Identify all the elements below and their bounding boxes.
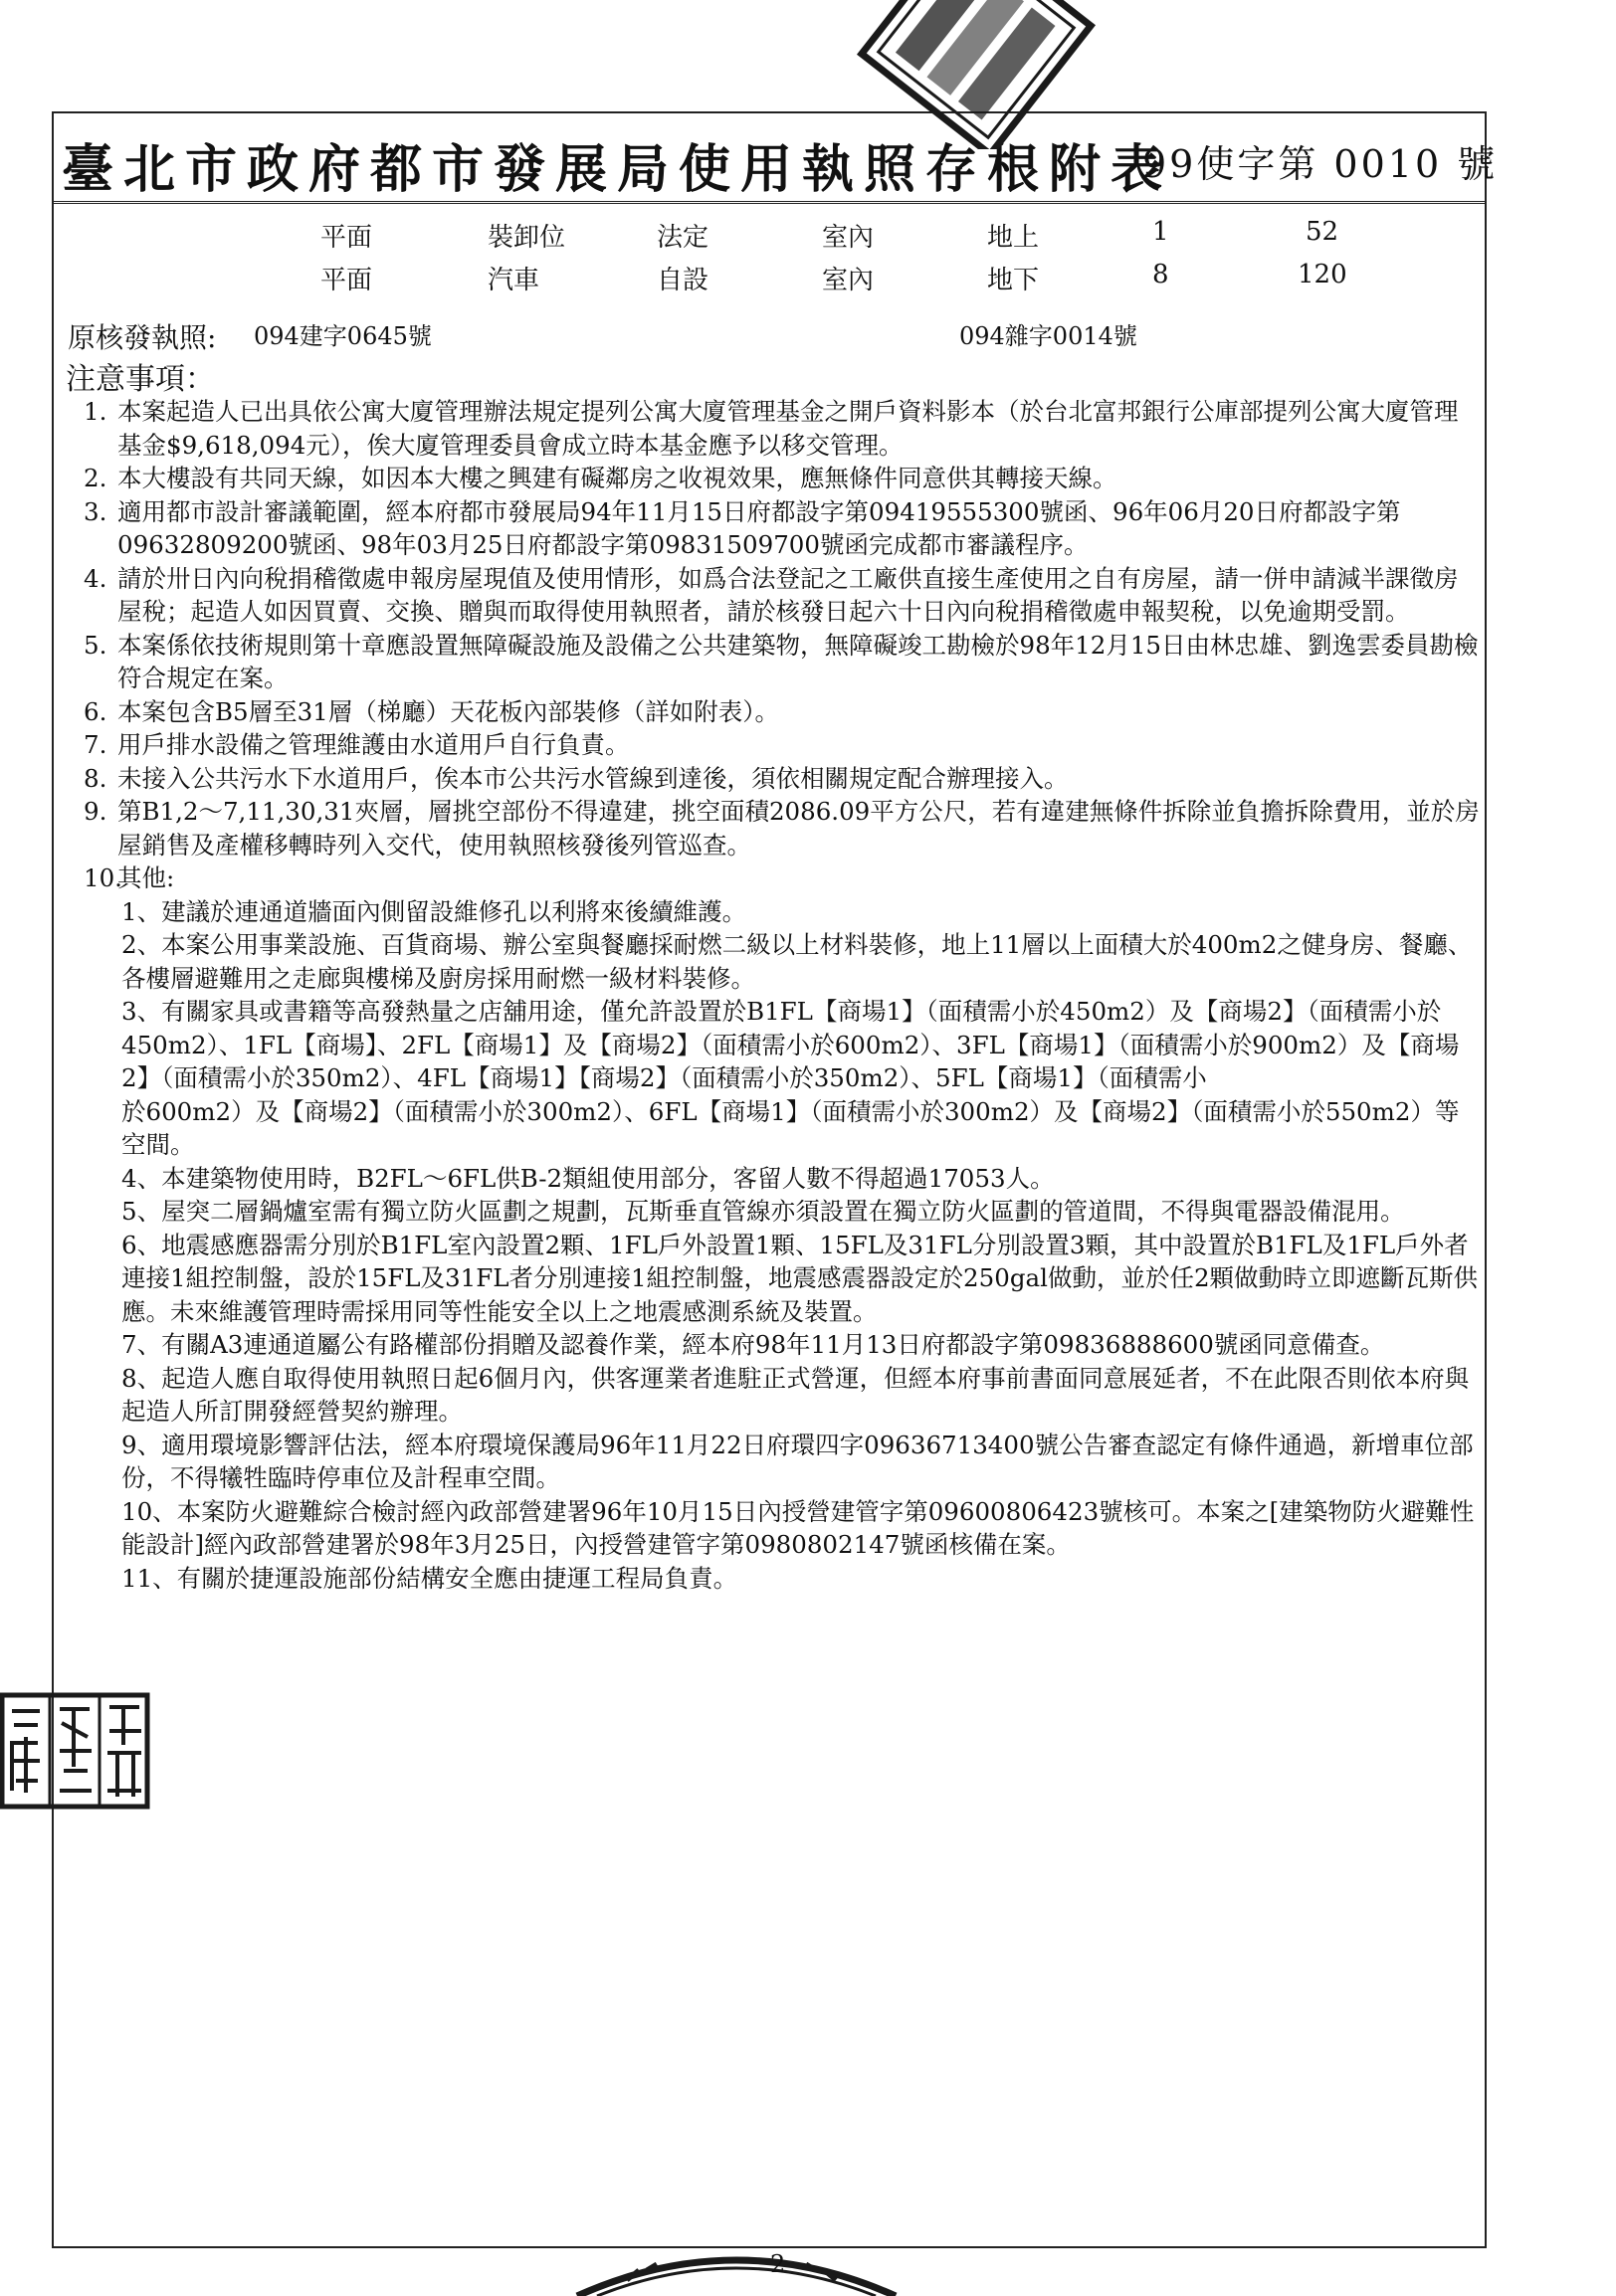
parking-location: 室內 (822, 266, 875, 295)
official-seal-top-stamp (842, 0, 1111, 149)
license-serial-number: 99使字第 0010 號 (1142, 142, 1499, 186)
note-number: 6. (84, 696, 107, 726)
note-item (78, 395, 1481, 462)
note-item (78, 562, 1481, 629)
note-item (78, 495, 1481, 562)
parking-count: 52 (1306, 217, 1339, 247)
sub-note-text: 11、有關於捷運設施部份結構安全應由捷運工程局負責。 (121, 1563, 738, 1593)
parking-source: 法定 (657, 223, 709, 253)
parking-location: 室內 (822, 223, 875, 253)
sub-note-text: 9、適用環境影響評估法，經本府環境保護局96年11月22日府環四字09636713400號公告審查認定有條件通過，新增車位部份，不得犧牲臨時停車位及計程車空間。 (121, 1430, 1474, 1492)
sub-note (78, 1328, 1481, 1362)
notes-list (78, 395, 1481, 1595)
note-item (78, 462, 1481, 495)
original-license-label: 原核發執照: (68, 321, 217, 354)
note-text: 第B1,2～7,11,30,31夾層，層挑空部份不得違建，挑空面積2086.09平方公尺，若有違建無條件拆除並負擔拆除費用，並於房屋銷售及產權移轉時列入交代，使用執照核發後列管巡查。 (117, 797, 1480, 860)
note-item (78, 695, 1481, 729)
note-text: 本案起造人已出具依公寓大廈管理辦法規定提列公寓大廈管理基金之開戶資料影本（於台北富邦銀行公庫部提列公寓大廈管理基金$9,618,094元），俟大廈管理委員會成立時本基金應予以移交管理。 (117, 397, 1459, 460)
note-number: 2. (84, 464, 107, 492)
note-other-label: 其他: (117, 863, 175, 892)
note-text: 本案係依技術規則第十章應設置無障礙設施及設備之公共建築物，無障礙竣工勘檢於98年12月15日由林忠雄、劉逸雲委員勘檢符合規定在案。 (117, 630, 1479, 692)
note-number: 9. (84, 797, 107, 826)
sub-note (78, 1495, 1481, 1562)
note-text: 用戶排水設備之管理維護由水道用戶自行負責。 (117, 730, 630, 759)
misc-permit-number: 094雜字0014號 (959, 322, 1137, 350)
parking-floors: 1 (1152, 217, 1169, 247)
sub-note (78, 1429, 1481, 1495)
note-number: 4. (84, 563, 107, 593)
note-text: 本大樓設有共同天線，如因本大樓之興建有礙鄰房之收視效果，應無條件同意供其轉接天線。 (117, 464, 1117, 492)
sub-note (78, 1195, 1481, 1229)
note-item-other (78, 861, 1481, 895)
note-number: 3. (84, 496, 107, 526)
parking-type: 平面 (320, 266, 373, 295)
sub-note (78, 928, 1481, 995)
note-text: 未接入公共污水下水道用戶，俟本市公共污水管線到達後，須依相關規定配合辦理接入。 (117, 763, 1069, 793)
sub-note-text: 8、起造人應自取得使用執照日起6個月內，供客運業者進駐正式營運，但經本府事前書面同意展延者，不在此限否則依本府與起造人所訂開發經營契約辦理。 (121, 1363, 1470, 1426)
parking-level: 地上 (987, 223, 1040, 253)
sub-note-text: 1、建議於連通道牆面內側留設維修孔以利將來後續維護。 (121, 896, 747, 926)
page-number: 2 (770, 2250, 786, 2278)
parking-source: 自設 (657, 266, 709, 295)
parking-level: 地下 (987, 266, 1040, 295)
sub-note-continuation (78, 1095, 1481, 1162)
sub-note (78, 1362, 1481, 1429)
parking-kind: 汽車 (488, 266, 540, 295)
note-item (78, 762, 1481, 796)
sub-note (78, 1229, 1481, 1329)
note-number: 5. (84, 630, 107, 660)
sub-note-text: 4、本建築物使用時，B2FL～6FL供B-2類組使用部分，客留人數不得超過17053人。 (121, 1163, 1055, 1193)
verification-seal-left-stamp (0, 1691, 151, 1811)
note-number: 1. (84, 397, 107, 426)
sub-note-text: 2、本案公用事業設施、百貨商場、辦公室與餐廳採耐燃二級以上材料裝修，地上11層以上面積大於400m2之健身房、餐廳、各樓層避難用之走廊與樓梯及廚房採用耐燃一級材料裝修。 (121, 930, 1473, 993)
sub-note-text: 7、有關A3連通道屬公有路權部份捐贈及認養作業，經本府98年11月13日府都設字第09836888600號函同意備查。 (121, 1330, 1385, 1359)
document-title: 臺北市政府都市發展局使用執照存根附表 (62, 139, 1173, 200)
sub-note (78, 1562, 1481, 1596)
sub-note (78, 995, 1481, 1095)
sub-note-text: 於600m2）及【商場2】（面積需小於300m2）、6FL【商場1】（面積需小於300m2）及【商場2】（面積需小於550m2）等空間。 (121, 1096, 1460, 1159)
note-item (78, 629, 1481, 695)
note-number: 8. (84, 763, 107, 793)
note-text: 請於卅日內向稅捐稽徵處申報房屋現值及使用情形，如爲合法登記之工廠供直接生產使用之自有房屋，請一併申請減半課徵房屋稅；起造人如因買賣、交換、贈與而取得使用執照者，請於核發日起六十日內向稅捐稽徵處申報契稅，以免逾期受罰。 (117, 563, 1459, 626)
notes-heading: 注意事項： (66, 362, 215, 397)
note-text: 本案包含B5層至31層（梯廳）天花板內部裝修（詳如附表）。 (117, 696, 780, 726)
building-permit-number: 094建字0645號 (254, 322, 432, 350)
date-seal-bottom-stamp (557, 2234, 915, 2296)
parking-type: 平面 (320, 223, 373, 253)
parking-floors: 8 (1152, 260, 1169, 289)
note-number: 7. (84, 730, 107, 759)
sub-note-text: 10、本案防火避難綜合檢討經內政部營建署96年10月15日內授營建管字第09600806423號核可。本案之[建築物防火避難性能設計]經內政部營建署於98年3月25日，內授營建管字第0980802147號函核備在案。 (121, 1496, 1475, 1559)
parking-kind: 裝卸位 (488, 223, 566, 253)
sub-note-text: 3、有關家具或書籍等高發熱量之店舖用途，僅允許設置於B1FL【商場1】（面積需小於450m2）及【商場2】（面積需小於450m2）、1FL【商場】、2FL【商場1】及【商場2】（面積需小於600m2）、3FL【商場1】（面積需小於900m2）及【商場2】（面積需小於350m2）、4FL【商場1】【商場2】（面積需小於350m2）、5FL【商場1】（面積需小 (121, 997, 1460, 1092)
note-number: 10. (84, 863, 122, 892)
note-text: 適用都市設計審議範圍，經本府都市發展局94年11月15日府都設字第09419555300號函、96年06月20日府都設字第09632809200號函、98年03月25日府都設字第09831509700號函完成都市審議程序。 (117, 496, 1401, 559)
parking-count: 120 (1298, 260, 1347, 289)
sub-note-text: 6、地震感應器需分別於B1FL室內設置2顆、1FL戶外設置1顆、15FL及31FL分別設置3顆，其中設置於B1FL及1FL戶外者連接1組控制盤，設於15FL及31FL者分別連接1組控制盤，地震感震器設定於250gal做動，並於任2顆做動時立即遮斷瓦斯供應。未來維護管理時需採用同等性能安全以上之地震感測系統及裝置。 (121, 1230, 1479, 1326)
sub-note (78, 895, 1481, 929)
note-item (78, 795, 1481, 861)
sub-note-text: 5、屋突二層鍋爐室需有獨立防火區劃之規劃，瓦斯垂直管線亦須設置在獨立防火區劃的管道間，不得與電器設備混用。 (121, 1197, 1405, 1226)
note-item (78, 728, 1481, 762)
sub-note (78, 1162, 1481, 1196)
